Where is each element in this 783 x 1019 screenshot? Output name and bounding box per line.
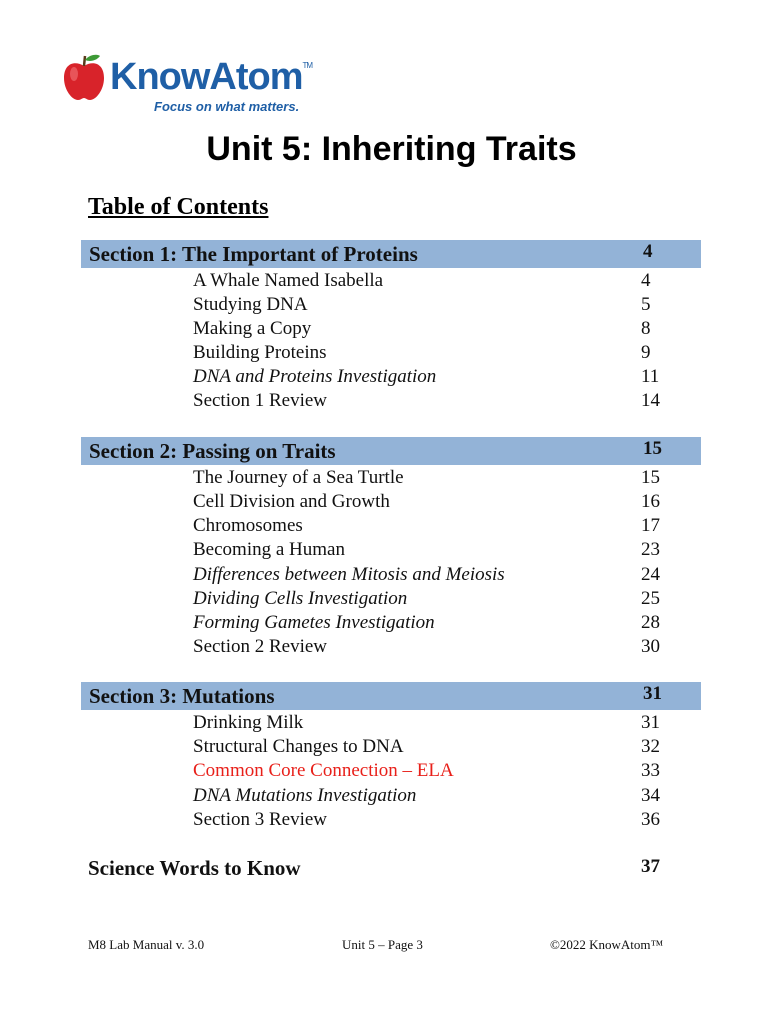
toc-entry-page: 4 xyxy=(641,270,651,291)
toc-entry-label: Section 2 Review xyxy=(193,636,328,657)
toc-entry xyxy=(193,564,673,588)
science-words-page: 37 xyxy=(641,856,660,877)
toc-entry-page: 15 xyxy=(641,467,660,488)
toc-entry-page: 33 xyxy=(641,760,660,781)
toc-entry-label: Chromosomes xyxy=(193,515,303,536)
toc-entry xyxy=(193,342,673,366)
toc-entry-label: Making a Copy xyxy=(193,318,312,339)
toc-entry-label: Building Proteins xyxy=(193,342,327,363)
toc-entry-label: The Journey of a Sea Turtle xyxy=(193,467,404,488)
footer-center: Unit 5 – Page 3 xyxy=(342,937,423,952)
toc-entry-page: 34 xyxy=(641,785,660,806)
toc-entry xyxy=(193,636,673,660)
toc-entry xyxy=(193,467,673,491)
brand-name: KnowAtom™ xyxy=(110,56,313,98)
toc-entry xyxy=(193,390,673,414)
knowatom-logo xyxy=(62,48,322,120)
section-title: Section 2: Passing on Traits xyxy=(89,439,336,463)
toc-entry xyxy=(193,539,673,563)
toc-entry xyxy=(193,760,673,784)
section-page-number: 15 xyxy=(643,438,662,459)
toc-entry xyxy=(193,294,673,318)
toc-entry xyxy=(193,785,673,809)
brand-tagline: Focus on what matters. xyxy=(154,99,300,114)
toc-entry xyxy=(193,712,673,736)
toc-entry xyxy=(193,366,673,390)
footer-left: M8 Lab Manual v. 3.0 xyxy=(88,937,205,952)
toc-entry-label: A Whale Named Isabella xyxy=(193,270,384,291)
toc-entry-label: Dividing Cells Investigation xyxy=(193,588,408,609)
section-title: Section 1: The Important of Proteins xyxy=(89,242,418,266)
toc-entry-label: Section 1 Review xyxy=(193,390,328,411)
toc-entry-page: 32 xyxy=(641,736,660,757)
toc-heading: Table of Contents xyxy=(88,194,269,220)
toc-entry xyxy=(193,270,673,294)
toc-entry-label: Cell Division and Growth xyxy=(193,491,390,512)
toc-entry-label: Studying DNA xyxy=(193,294,308,315)
toc-entry-label: Common Core Connection – ELA xyxy=(193,760,454,781)
section-page-number: 4 xyxy=(643,241,653,262)
toc-entry xyxy=(193,736,673,760)
toc-entry-page: 25 xyxy=(641,588,660,609)
apple-icon xyxy=(62,52,106,102)
toc-entry-page: 24 xyxy=(641,564,660,585)
science-words-heading: Science Words to Know xyxy=(88,856,301,880)
toc-entry-page: 11 xyxy=(641,366,660,387)
section-header xyxy=(81,240,701,268)
toc-entry-label: Becoming a Human xyxy=(193,539,345,560)
toc-entry-label: DNA Mutations Investigation xyxy=(193,785,417,806)
toc-entry-page: 5 xyxy=(641,294,651,315)
section-header xyxy=(81,437,701,465)
toc-entry-page: 9 xyxy=(641,342,651,363)
section-page-number: 31 xyxy=(643,683,662,704)
toc-entry-page: 8 xyxy=(641,318,651,339)
page-title: Unit 5: Inheriting Traits xyxy=(206,130,577,168)
toc-entry xyxy=(193,515,673,539)
footer-right: ©2022 KnowAtom™ xyxy=(550,937,664,952)
toc-entry-page: 14 xyxy=(641,390,660,411)
toc-entry-page: 31 xyxy=(641,712,660,733)
toc-entry xyxy=(193,588,673,612)
toc-entry xyxy=(193,491,673,515)
toc-entry-label: Differences between Mitosis and Meiosis xyxy=(193,564,505,585)
toc-entry-page: 17 xyxy=(641,515,660,536)
toc-entry-page: 23 xyxy=(641,539,660,560)
section-title: Section 3: Mutations xyxy=(89,684,275,708)
toc-entry xyxy=(193,809,673,833)
toc-entry-label: Structural Changes to DNA xyxy=(193,736,404,757)
toc-entry-page: 36 xyxy=(641,809,660,830)
toc-entry xyxy=(193,318,673,342)
toc-entry-page: 30 xyxy=(641,636,660,657)
toc-entry-page: 28 xyxy=(641,612,660,633)
toc-entry-label: Section 3 Review xyxy=(193,809,328,830)
toc-entry-label: Drinking Milk xyxy=(193,712,304,733)
section-header xyxy=(81,682,701,710)
toc-entry xyxy=(193,612,673,636)
toc-entry-label: DNA and Proteins Investigation xyxy=(193,366,437,387)
toc-entry-label: Forming Gametes Investigation xyxy=(193,612,435,633)
toc-entry-page: 16 xyxy=(641,491,660,512)
